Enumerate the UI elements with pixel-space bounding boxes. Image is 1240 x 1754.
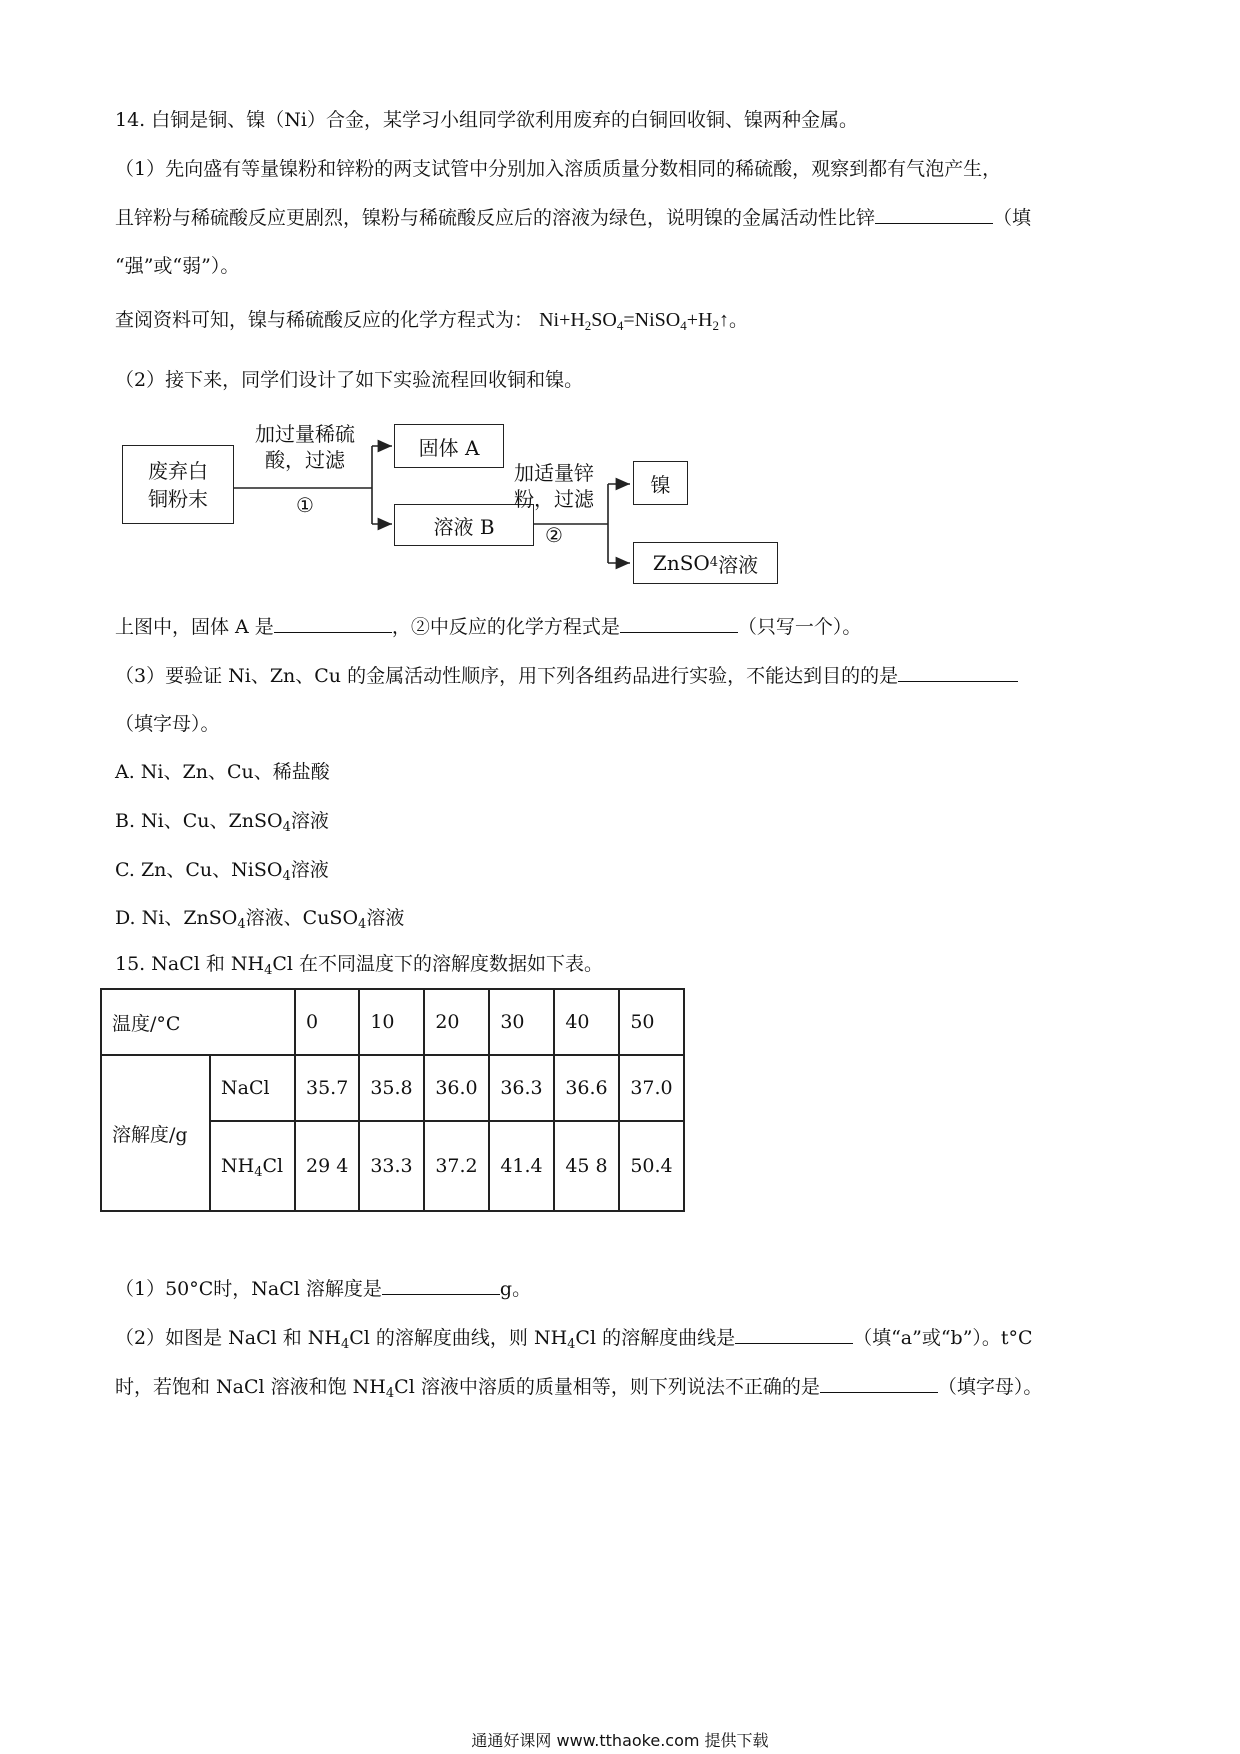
answer-blank[interactable] [735, 1323, 853, 1344]
table-header-solubility: 溶解度/g [101, 1055, 210, 1211]
flow-diagram [0, 0, 1240, 600]
q15-title: 15. NaCl 和 $NH_4Cl$ 在不同温度下的溶解度数据如下表。 [115, 953, 604, 978]
option-c: C. Zn、Cu、NiSO$_4$溶液 [115, 859, 329, 884]
answer-blank[interactable] [274, 612, 392, 633]
q15-part2-line2: 时，若饱和 NaCl 溶液和饱 $NH_4Cl$ 溶液中溶质的质量相等，则下列说法不正确的是 （填字母）。 [115, 1372, 1042, 1401]
table-cell: 37.0 [619, 1055, 684, 1121]
table-cell: 29 4 [295, 1121, 359, 1211]
table-cell: 50.4 [619, 1121, 684, 1211]
q14-part1-line1: （1）先向盛有等量镍粉和锌粉的两支试管中分别加入溶质质量分数相同的稀硫酸，观察到都有气泡产生， [115, 158, 1002, 180]
table-row [101, 989, 684, 1055]
table-cell: 50 [619, 989, 684, 1055]
answer-blank[interactable] [898, 661, 1018, 682]
option-b: B. Ni、Cu、ZnSO$_4$溶液 [115, 810, 329, 835]
table-cell: 40 [554, 989, 619, 1055]
table-row [101, 1055, 684, 1121]
q15-part2-line1: （2）如图是 NaCl 和 $NH_4Cl$ 的溶解度曲线，则 $NH_4Cl$ 的溶解度曲线是 （填“a”或“b”）。t°C [115, 1323, 1033, 1352]
flow-box-solution-b: 溶液 B [394, 504, 534, 546]
table-cell: 36.0 [424, 1055, 489, 1121]
flow-step2-number: ② [545, 523, 563, 547]
table-cell: 35.8 [359, 1055, 424, 1121]
gas-arrow-icon: ↑ [718, 309, 729, 331]
q14-title: 14. 白铜是铜、镍（Ni）合金，某学习小组同学欲利用废弃的白铜回收铜、镍两种金属。 [115, 109, 858, 131]
table-cell: 30 [489, 989, 554, 1055]
option-a: A. Ni、Zn、Cu、稀盐酸 [115, 761, 330, 783]
flow-box-solid-a: 固体 A [394, 424, 504, 468]
q14-part1-line2-text: 且锌粉与稀硫酸反应更剧烈，镍粉与稀硫酸反应后的溶液为绿色，说明镍的金属活动性比锌 [115, 207, 876, 229]
answer-blank[interactable] [620, 612, 738, 633]
option-d: D. Ni、ZnSO$_4$溶液、CuSO$_4$溶液 [115, 907, 405, 932]
table-header-temp: 温度/°C [101, 989, 295, 1055]
table-cell: 20 [424, 989, 489, 1055]
flow-box-znso4: ZnSO 4 溶液 [633, 542, 778, 584]
table-cell: 45 8 [554, 1121, 619, 1211]
q14-fill-line: 上图中，固体 A 是 ，②中反应的化学方程式是 （只写一个）。 [115, 612, 861, 641]
q14-reference: 查阅资料可知，镍与稀硫酸反应的化学方程式为： $Ni+H_2SO_4=NiSO_4+H_2↑$。 [115, 309, 748, 333]
answer-blank[interactable] [820, 1372, 938, 1393]
flow-box-nickel: 镍 [633, 461, 688, 505]
q14-reference-text: 查阅资料可知，镍与稀硫酸反应的化学方程式为： [115, 309, 534, 331]
q14-part1-line3: “强”或“弱”）。 [115, 255, 240, 277]
table-cell: 0 [295, 989, 359, 1055]
table-cell: 36.3 [489, 1055, 554, 1121]
q14-part2: （2）接下来，同学们设计了如下实验流程回收铜和镍。 [115, 369, 584, 391]
answer-blank[interactable] [382, 1274, 500, 1295]
q14-part1-fill-hint: （填 [993, 207, 1032, 229]
q14-part3-line2: （填字母）。 [115, 713, 220, 735]
flow-step1-number: ① [296, 493, 314, 517]
solubility-table [100, 988, 685, 1212]
table-row-label-nacl: NaCl [210, 1055, 295, 1121]
table-row-label-nh4cl: $NH_4Cl$ [210, 1121, 295, 1211]
table-cell: 10 [359, 989, 424, 1055]
table-cell: 41.4 [489, 1121, 554, 1211]
page-footer: 通通好课网 www.tthaoke.com 提供下载 [471, 1731, 769, 1750]
table-cell: 36.6 [554, 1055, 619, 1121]
q15-part1: （1）50°C时，NaCl 溶解度是 g。 [115, 1274, 531, 1303]
flow-box-start: 废弃白 铜粉末 [122, 445, 234, 524]
q14-part3-line1: （3）要验证 Ni、Zn、Cu 的金属活动性顺序，用下列各组药品进行实验，不能达到目的的是 [115, 661, 1018, 690]
reaction-equation: $Ni+H_2SO_4=NiSO_4+H_2↑$ [539, 309, 729, 333]
flow-step1-label: 加过量稀硫 酸，过滤 [255, 422, 355, 472]
table-cell: 35.7 [295, 1055, 359, 1121]
table-cell: 33.3 [359, 1121, 424, 1211]
flow-step2-label: 加适量锌 粉，过滤 [514, 461, 594, 511]
table-cell: 37.2 [424, 1121, 489, 1211]
